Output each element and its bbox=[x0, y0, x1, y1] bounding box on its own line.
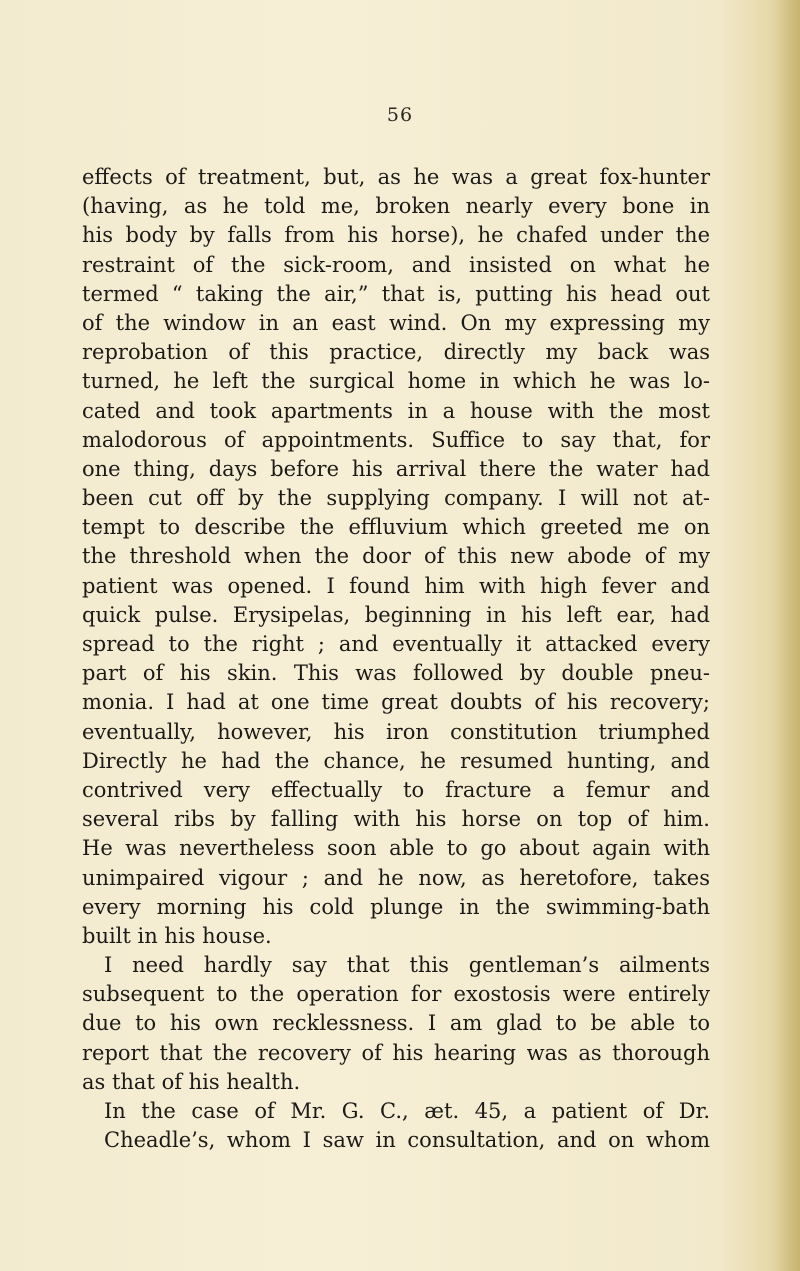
text-line: of the window in an east wind. On my expressing my bbox=[82, 310, 710, 335]
text-line: report that the recovery of his hearing was as thorough bbox=[82, 1040, 710, 1065]
text-line: effects of treatment, but, as he was a great fox-hunter bbox=[82, 165, 710, 189]
text-line: reprobation of this practice, directly my back was bbox=[82, 340, 710, 365]
text-line: one thing, days before his arrival there the water had bbox=[82, 456, 710, 481]
text-line: built in his house. bbox=[82, 923, 272, 948]
text-line: cated and took apartments in a house with the most bbox=[82, 398, 710, 423]
text-line: Directly he had the chance, he resumed hunting, and bbox=[82, 748, 710, 773]
text-line: restraint of the sick-room, and insisted on what he bbox=[82, 252, 710, 277]
text-line: termed “ taking the air,” that is, putting his head out bbox=[82, 281, 710, 306]
body-text bbox=[82, 163, 710, 1155]
text-line: monia. I had at one time great doubts of his recovery; bbox=[82, 690, 710, 715]
text-line: In the case of Mr. G. C., æt. 45, a patient of Dr. bbox=[104, 1099, 710, 1123]
text-line: patient was opened. I found him with high fever and bbox=[82, 573, 710, 598]
text-line: tempt to describe the effluvium which greeted me on bbox=[82, 515, 710, 540]
page-edge-shadow bbox=[774, 0, 800, 1271]
text-line: several ribs by falling with his horse on top of him. bbox=[82, 807, 710, 832]
text-line: due to his own recklessness. I am glad to be able to bbox=[82, 1011, 710, 1036]
text-line: quick pulse. Erysipelas, beginning in his left ear, had bbox=[82, 602, 710, 627]
text-line: part of his skin. This was followed by double pneu- bbox=[82, 661, 710, 686]
text-line: turned, he left the surgical home in which he was lo- bbox=[82, 369, 710, 394]
text-line: Cheadle’s, whom I saw in consultation, and on whom bbox=[104, 1128, 710, 1153]
text-line: as that of his health. bbox=[82, 1069, 301, 1094]
text-line: contrived very effectually to fracture a femur and bbox=[82, 777, 710, 802]
text-line: unimpaired vigour ; and he now, as heretofore, takes bbox=[82, 865, 710, 890]
text-line: malodorous of appointments. Suffice to say that, for bbox=[82, 427, 710, 452]
text-line: the threshold when the door of this new abode of my bbox=[82, 544, 710, 569]
text-line: I need hardly say that this gentleman’s ailments bbox=[104, 953, 710, 978]
text-line: every morning his cold plunge in the swimming-bath bbox=[82, 894, 710, 919]
text-line: eventually, however, his iron constitution triumphed bbox=[82, 719, 710, 744]
text-line: subsequent to the operation for exostosis were entirely bbox=[82, 982, 710, 1007]
text-line: (having, as he told me, broken nearly every bone in bbox=[82, 194, 710, 219]
page-number: 56 bbox=[386, 104, 414, 126]
text-line: He was nevertheless soon able to go about again with bbox=[82, 836, 710, 861]
text-line: spread to the right ; and eventually it attacked every bbox=[82, 632, 710, 656]
text-line: been cut off by the supplying company. I will not at- bbox=[82, 486, 710, 511]
text-line: his body by falls from his horse), he chafed under the bbox=[82, 223, 710, 248]
